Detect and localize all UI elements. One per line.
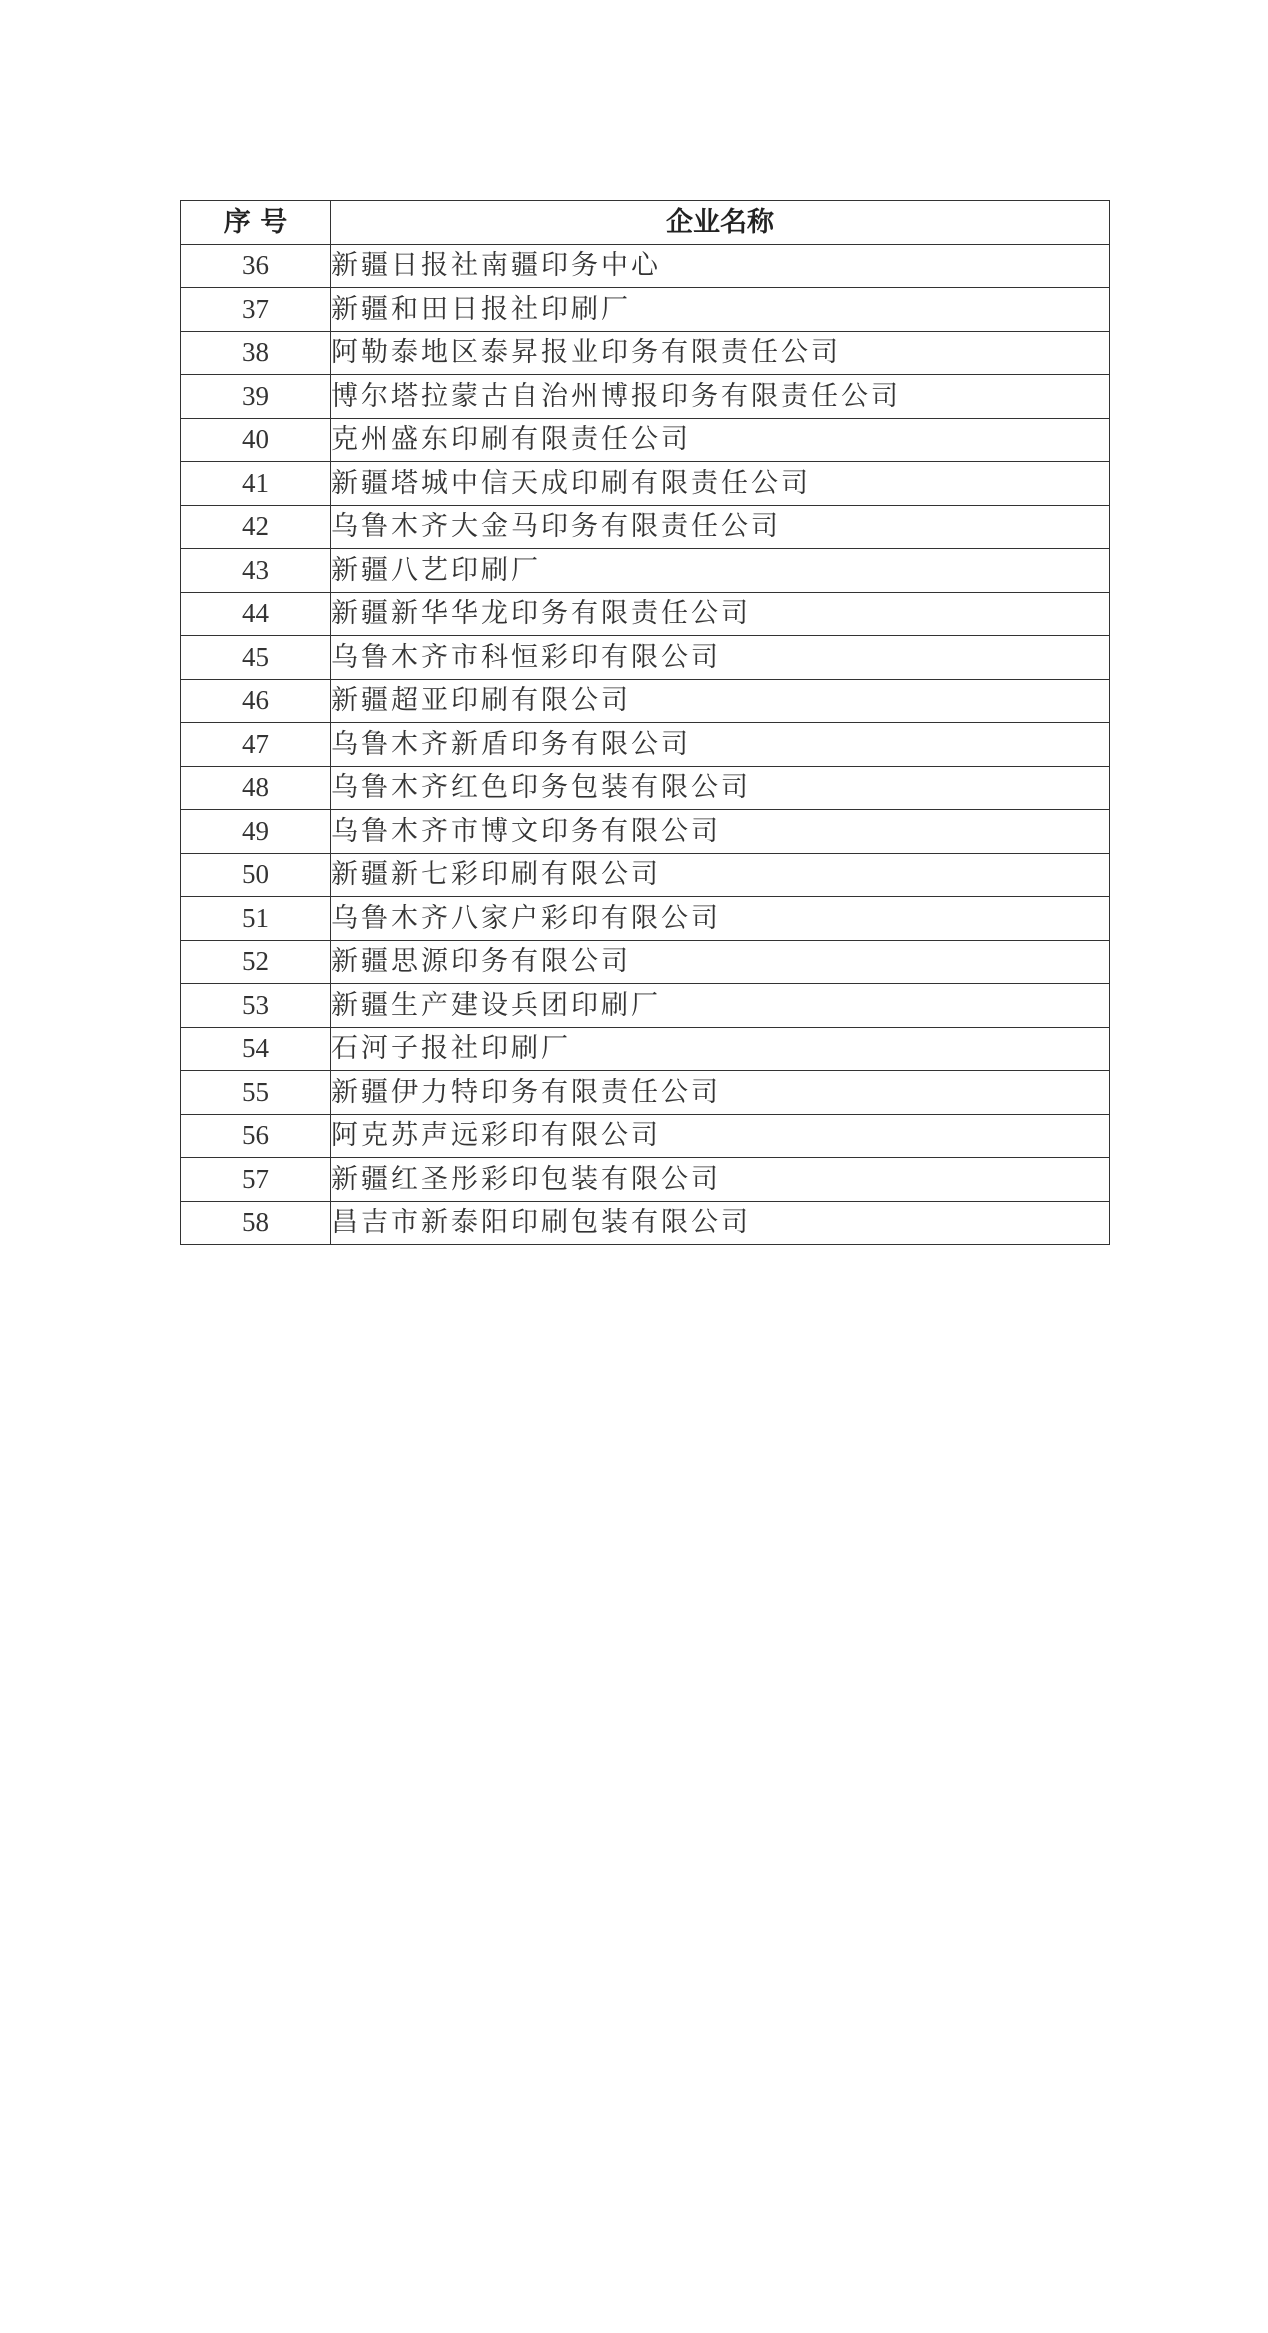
seq-cell: 43 (181, 549, 331, 593)
company-name-cell: 克州盛东印刷有限责任公司 (331, 418, 1110, 462)
company-name-cell: 阿勒泰地区泰昇报业印务有限责任公司 (331, 331, 1110, 375)
table-row (181, 244, 1110, 288)
seq-cell: 58 (181, 1201, 331, 1245)
seq-cell: 36 (181, 244, 331, 288)
seq-cell: 57 (181, 1158, 331, 1202)
table-row (181, 1027, 1110, 1071)
company-name-cell: 阿克苏声远彩印有限公司 (331, 1114, 1110, 1158)
table-row (181, 679, 1110, 723)
seq-column-header: 序 号 (181, 201, 331, 245)
seq-cell: 37 (181, 288, 331, 332)
seq-cell: 38 (181, 331, 331, 375)
seq-cell: 53 (181, 984, 331, 1028)
company-name-cell: 昌吉市新泰阳印刷包装有限公司 (331, 1201, 1110, 1245)
table-row (181, 766, 1110, 810)
table-row (181, 1201, 1110, 1245)
table-row (181, 940, 1110, 984)
company-list-table (180, 200, 1110, 1245)
table-row (181, 1071, 1110, 1115)
company-name-cell: 新疆思源印务有限公司 (331, 940, 1110, 984)
table-row (181, 810, 1110, 854)
table-row (181, 505, 1110, 549)
seq-cell: 52 (181, 940, 331, 984)
seq-cell: 42 (181, 505, 331, 549)
company-name-cell: 乌鲁木齐市科恒彩印有限公司 (331, 636, 1110, 680)
company-name-column-header: 企业名称 (331, 201, 1110, 245)
table-row (181, 418, 1110, 462)
company-name-cell: 新疆和田日报社印刷厂 (331, 288, 1110, 332)
company-name-cell: 新疆新七彩印刷有限公司 (331, 853, 1110, 897)
seq-cell: 49 (181, 810, 331, 854)
seq-cell: 39 (181, 375, 331, 419)
company-name-cell: 新疆八艺印刷厂 (331, 549, 1110, 593)
company-name-cell: 新疆伊力特印务有限责任公司 (331, 1071, 1110, 1115)
company-name-cell: 新疆日报社南疆印务中心 (331, 244, 1110, 288)
seq-cell: 45 (181, 636, 331, 680)
company-name-cell: 乌鲁木齐新盾印务有限公司 (331, 723, 1110, 767)
company-name-cell: 新疆超亚印刷有限公司 (331, 679, 1110, 723)
table-row (181, 288, 1110, 332)
table-row (181, 375, 1110, 419)
seq-cell: 56 (181, 1114, 331, 1158)
table-row (181, 984, 1110, 1028)
table-row (181, 636, 1110, 680)
seq-cell: 55 (181, 1071, 331, 1115)
company-name-cell: 新疆新华华龙印务有限责任公司 (331, 592, 1110, 636)
company-name-cell: 新疆红圣彤彩印包装有限公司 (331, 1158, 1110, 1202)
seq-cell: 54 (181, 1027, 331, 1071)
seq-cell: 46 (181, 679, 331, 723)
table-row (181, 462, 1110, 506)
seq-cell: 48 (181, 766, 331, 810)
company-name-cell: 博尔塔拉蒙古自治州博报印务有限责任公司 (331, 375, 1110, 419)
table-row (181, 723, 1110, 767)
company-name-cell: 新疆生产建设兵团印刷厂 (331, 984, 1110, 1028)
table-row (181, 1114, 1110, 1158)
company-name-cell: 石河子报社印刷厂 (331, 1027, 1110, 1071)
table-row (181, 1158, 1110, 1202)
seq-cell: 51 (181, 897, 331, 941)
table-row (181, 853, 1110, 897)
table-body (181, 244, 1110, 1245)
company-name-cell: 乌鲁木齐市博文印务有限公司 (331, 810, 1110, 854)
header-row (181, 201, 1110, 245)
table-row (181, 897, 1110, 941)
company-name-cell: 乌鲁木齐八家户彩印有限公司 (331, 897, 1110, 941)
seq-cell: 47 (181, 723, 331, 767)
seq-cell: 44 (181, 592, 331, 636)
seq-cell: 40 (181, 418, 331, 462)
company-name-cell: 乌鲁木齐红色印务包装有限公司 (331, 766, 1110, 810)
seq-cell: 50 (181, 853, 331, 897)
seq-cell: 41 (181, 462, 331, 506)
table-row (181, 331, 1110, 375)
table-header (181, 201, 1110, 245)
table-row (181, 549, 1110, 593)
company-name-cell: 新疆塔城中信天成印刷有限责任公司 (331, 462, 1110, 506)
company-name-cell: 乌鲁木齐大金马印务有限责任公司 (331, 505, 1110, 549)
table-row (181, 592, 1110, 636)
